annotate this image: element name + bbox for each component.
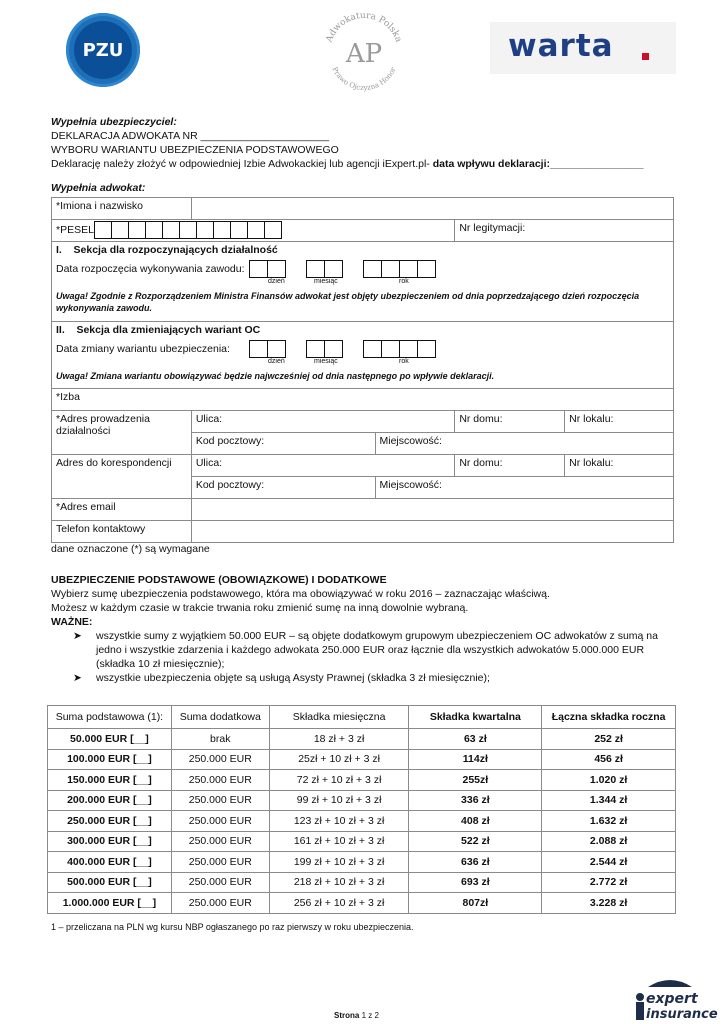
corr-house-field[interactable]	[455, 455, 565, 477]
house-label: Nr domu:	[459, 457, 503, 469]
names-field[interactable]	[191, 198, 673, 220]
col-header-extra-sum: Suma dodatkowa	[171, 706, 269, 729]
premium-row	[48, 852, 676, 873]
date-digit-box[interactable]	[381, 260, 400, 278]
date-digit-box[interactable]	[324, 340, 343, 358]
premium-header-row	[48, 706, 676, 729]
corr-postcode-field[interactable]	[191, 477, 375, 499]
id-number-label: Nr legitymacji:	[459, 222, 526, 234]
extra-sum-cell: 250.000 EUR	[171, 811, 269, 832]
col-header-quarterly: Składka kwartalna	[409, 706, 542, 729]
pesel-digit-box[interactable]	[213, 221, 231, 239]
quarterly-cell: 63 zł	[409, 729, 542, 750]
date-digit-box[interactable]	[363, 340, 382, 358]
page-number	[334, 1011, 379, 1020]
yearly-cell: 1.632 zł	[542, 811, 676, 832]
date-digit-box[interactable]	[399, 340, 418, 358]
date-digit-box[interactable]	[306, 340, 325, 358]
monthly-cell: 256 zł + 10 zł + 3 zł	[269, 893, 409, 914]
declaration-number: DEKLARACJA ADWOKATA NR ______________________	[51, 130, 330, 142]
col-header-basic-sum: Suma podstawowa (1):	[48, 706, 172, 729]
svg-text:Prawo Ojczyzna Honor: Prawo Ojczyzna Honor	[330, 65, 398, 93]
date-digit-box[interactable]	[417, 260, 436, 278]
basic-sum-cell[interactable]: 300.000 EUR [__]	[48, 831, 172, 852]
insurance-info	[51, 573, 681, 685]
bullet-1-text: wszystkie sumy z wyjątkiem 50.000 EUR – są objęte dodatkowym grupowym ubezpieczeniem OC adwokatów z sumą na jedno i wszystkie zdarzenia i każdego adwokata 250.000 EUR oraz łącznie dla wszystkich adwokatów 5.000.000 EUR (składka 10 zł miesięcznie);	[96, 630, 658, 670]
basic-sum-cell[interactable]: 200.000 EUR [__]	[48, 790, 172, 811]
corr-city-field[interactable]	[375, 477, 673, 499]
section1-title-text: Sekcja dla rozpoczynających działalność	[73, 244, 278, 256]
yearly-cell: 1.344 zł	[542, 790, 676, 811]
yearly-cell: 2.088 zł	[542, 831, 676, 852]
basic-sum-cell[interactable]: 250.000 EUR [__]	[48, 811, 172, 832]
insurance-line1: Wybierz sumę ubezpieczenia podstawowego, która ma obowiązywać w roku 2016 – zaznaczając właściwą.	[51, 588, 550, 600]
pesel-digit-box[interactable]	[111, 221, 129, 239]
quarterly-cell: 255zł	[409, 770, 542, 791]
start-year-boxes[interactable]	[363, 263, 435, 275]
street-label: Ulica:	[195, 413, 223, 425]
monthly-cell: 123 zł + 10 zł + 3 zł	[269, 811, 409, 832]
start-warning: Uwaga! Zgodnie z Rozporządzeniem Ministra Finansów adwokat jest objęty ubezpieczeniem od dnia poprzedzającego dzień rozpoczęcia wykonywania zawodu.	[56, 291, 640, 313]
section2-cell	[52, 322, 674, 389]
quarterly-cell: 807zł	[409, 893, 542, 914]
quarterly-cell: 693 zł	[409, 872, 542, 893]
monthly-cell: 199 zł + 10 zł + 3 zł	[269, 852, 409, 873]
monthly-cell: 18 zł + 3 zł	[269, 729, 409, 750]
yearly-cell: 252 zł	[542, 729, 676, 750]
premium-row	[48, 811, 676, 832]
monthly-cell: 72 zł + 10 zł + 3 zł	[269, 770, 409, 791]
section2-title-text: Sekcja dla zmieniających wariant OC	[76, 324, 261, 336]
change-month-label: miesiąc	[314, 358, 338, 365]
corr-street-field[interactable]	[191, 455, 454, 477]
yearly-cell: 2.544 zł	[542, 852, 676, 873]
monthly-cell: 161 zł + 10 zł + 3 zł	[269, 831, 409, 852]
section1-row	[52, 242, 674, 322]
basic-sum-cell[interactable]: 100.000 EUR [__]	[48, 749, 172, 770]
date-digit-box[interactable]	[306, 260, 325, 278]
date-digit-box[interactable]	[417, 340, 436, 358]
city-label: Miejscowość:	[379, 479, 442, 491]
street-label: Ulica:	[195, 457, 223, 469]
yearly-cell: 3.228 zł	[542, 893, 676, 914]
basic-sum-cell[interactable]: 150.000 EUR [__]	[48, 770, 172, 791]
pzu-logo-text: PZU	[82, 39, 124, 61]
change-warning: Uwaga! Zmiana wariantu obowiązywać będzie najwcześniej od dnia następnego po wpływie deklaracji.	[56, 371, 495, 381]
section2-title	[56, 324, 669, 336]
extra-sum-cell: 250.000 EUR	[171, 872, 269, 893]
phone-label: Telefon kontaktowy	[52, 521, 192, 543]
business-city-field[interactable]	[375, 433, 673, 455]
section1-title	[56, 244, 669, 256]
pesel-digit-box[interactable]	[128, 221, 146, 239]
section2-number: II.	[56, 324, 65, 336]
quarterly-cell: 636 zł	[409, 852, 542, 873]
date-digit-box[interactable]	[381, 340, 400, 358]
date-digit-box[interactable]	[249, 340, 268, 358]
monthly-cell: 99 zł + 10 zł + 3 zł	[269, 790, 409, 811]
submit-text: Deklarację należy złożyć w odpowiedniej Izbie Adwokackiej lub agencji iExpert.pl-	[51, 158, 433, 170]
postcode-label: Kod pocztowy:	[195, 435, 265, 447]
pesel-digit-box[interactable]	[230, 221, 248, 239]
email-label: *Adres email	[52, 499, 192, 521]
variant-choice-title: WYBORU WARIANTU UBEZPIECZENIA PODSTAWOWEGO	[51, 144, 339, 156]
page-label: Strona	[334, 1011, 360, 1020]
start-year-label: rok	[399, 278, 409, 285]
page-count: 1 z 2	[361, 1011, 379, 1020]
names-row	[52, 198, 674, 220]
change-year-boxes[interactable]	[363, 343, 435, 355]
premium-body	[48, 729, 676, 914]
adwokatura-logo	[318, 6, 410, 98]
bullet-1	[51, 629, 676, 671]
business-postcode-field[interactable]	[191, 433, 375, 455]
correspondence-label: Adres do korespondencji	[52, 455, 192, 499]
pesel-digit-box[interactable]	[162, 221, 180, 239]
pesel-boxes[interactable]	[94, 224, 281, 236]
start-day-boxes[interactable]	[249, 263, 285, 275]
start-date-label: Data rozpoczęcia wykonywania zawodu:	[56, 262, 245, 275]
section1-number: I.	[56, 244, 62, 256]
insurance-line2: Możesz w każdym czasie w trakcie trwania roku zmienić sumę na inną dowolnie wybraną.	[51, 602, 469, 614]
warta-logo	[490, 22, 676, 74]
pesel-cell	[52, 220, 455, 242]
pzu-logo	[66, 13, 140, 87]
chamber-row	[52, 389, 674, 411]
monthly-cell: 25zł + 10 zł + 3 zł	[269, 749, 409, 770]
date-digit-box[interactable]	[267, 260, 286, 278]
business-street-field[interactable]	[191, 411, 454, 433]
phone-row	[52, 521, 674, 543]
extra-sum-cell: 250.000 EUR	[171, 770, 269, 791]
col-header-monthly: Składka miesięczna	[269, 706, 409, 729]
pesel-row	[52, 220, 674, 242]
premium-row	[48, 831, 676, 852]
extra-sum-cell: brak	[171, 729, 269, 750]
change-day-label: dzień	[268, 358, 285, 365]
basic-sum-cell[interactable]: 1.000.000 EUR [__]	[48, 893, 172, 914]
quarterly-cell: 408 zł	[409, 811, 542, 832]
change-month-boxes[interactable]	[306, 343, 342, 355]
date-digit-box[interactable]	[267, 340, 286, 358]
premium-footnote: 1 – przeliczana na PLN wg kursu NBP ogłaszanego po raz pierwszy w roku ubezpieczenia.	[51, 922, 414, 932]
pesel-label: *PESEL	[56, 223, 94, 236]
premium-row	[48, 872, 676, 893]
yearly-cell: 2.772 zł	[542, 872, 676, 893]
monthly-cell: 218 zł + 10 zł + 3 zł	[269, 872, 409, 893]
correspondence-row1	[52, 455, 674, 477]
change-day-boxes[interactable]	[249, 343, 285, 355]
premium-table	[47, 705, 676, 914]
start-month-label: miesiąc	[314, 278, 338, 285]
corr-flat-field[interactable]	[565, 455, 674, 477]
premium-row	[48, 770, 676, 791]
business-house-field[interactable]	[455, 411, 565, 433]
lawyer-form-table	[51, 197, 674, 543]
arrow-bullet-icon: ➤	[73, 630, 82, 642]
flat-label: Nr lokalu:	[569, 457, 614, 469]
postcode-label: Kod pocztowy:	[195, 479, 265, 491]
house-label: Nr domu:	[459, 413, 503, 425]
change-date-label: Data zmiany wariantu ubezpieczenia:	[56, 342, 230, 355]
important-label: WAŻNE:	[51, 616, 93, 628]
change-year-label: rok	[399, 358, 409, 365]
filled-by-insurer: Wypełnia ubezpieczyciel:	[51, 116, 177, 128]
quarterly-cell: 336 zł	[409, 790, 542, 811]
section2-row	[52, 322, 674, 389]
arrow-bullet-icon: ➤	[73, 672, 82, 684]
email-row	[52, 499, 674, 521]
chamber-field[interactable]	[52, 389, 674, 411]
svg-text:Adwokatura Polska: Adwokatura Polska	[324, 10, 404, 44]
city-label: Miejscowość:	[379, 435, 442, 447]
header-block	[51, 115, 681, 171]
warta-logo-text: warta	[508, 28, 614, 64]
date-digit-box[interactable]	[399, 260, 418, 278]
bullet-2	[51, 671, 676, 685]
bullet-2-text: wszystkie ubezpieczenia objęte są usługą Asysty Prawnej (składka 3 zł miesięcznie);	[96, 672, 490, 684]
date-digit-box[interactable]	[363, 260, 382, 278]
insurance-title: UBEZPIECZENIE PODSTAWOWE (OBOWIĄZKOWE) I DODATKOWE	[51, 574, 387, 586]
col-header-yearly: Łączna składka roczna	[542, 706, 676, 729]
yearly-cell: 456 zł	[542, 749, 676, 770]
pesel-digit-box[interactable]	[247, 221, 265, 239]
business-address-label: *Adres prowadzenia działalności	[52, 411, 192, 455]
quarterly-cell: 114zł	[409, 749, 542, 770]
chamber-label: *Izba	[56, 391, 80, 403]
extra-sum-cell: 250.000 EUR	[171, 749, 269, 770]
email-field[interactable]	[191, 499, 673, 521]
date-digit-box[interactable]	[324, 260, 343, 278]
business-address-row1	[52, 411, 674, 433]
svg-text:expert: expert	[646, 991, 698, 1007]
submit-info	[51, 157, 681, 171]
section1-cell	[52, 242, 674, 322]
quarterly-cell: 522 zł	[409, 831, 542, 852]
start-date-row	[56, 260, 669, 278]
pesel-digit-box[interactable]	[145, 221, 163, 239]
basic-sum-cell[interactable]: 400.000 EUR [__]	[48, 852, 172, 873]
filled-by-lawyer: Wypełnia adwokat:	[51, 182, 146, 194]
premium-row	[48, 893, 676, 914]
yearly-cell: 1.020 zł	[542, 770, 676, 791]
submit-date-label: data wpływu deklaracji:________________	[432, 158, 644, 170]
date-digit-box[interactable]	[249, 260, 268, 278]
warta-logo-dot	[642, 53, 649, 60]
pesel-digit-box[interactable]	[94, 221, 112, 239]
premium-row	[48, 729, 676, 750]
extra-sum-cell: 250.000 EUR	[171, 893, 269, 914]
extra-sum-cell: 250.000 EUR	[171, 831, 269, 852]
business-flat-field[interactable]	[565, 411, 674, 433]
premium-row	[48, 749, 676, 770]
basic-sum-cell[interactable]: 50.000 EUR [__]	[48, 729, 172, 750]
names-label: *Imiona i nazwisko	[52, 198, 192, 220]
pesel-digit-box[interactable]	[264, 221, 282, 239]
change-date-row	[56, 340, 669, 358]
svg-text:AP: AP	[345, 39, 383, 69]
start-month-boxes[interactable]	[306, 263, 342, 275]
start-day-label: dzień	[268, 278, 285, 285]
pesel-digit-box[interactable]	[196, 221, 214, 239]
phone-field[interactable]	[191, 521, 673, 543]
extra-sum-cell: 250.000 EUR	[171, 852, 269, 873]
premium-row	[48, 790, 676, 811]
expert-insurance-logo	[630, 975, 718, 1023]
required-note: dane oznaczone (*) są wymagane	[51, 543, 210, 555]
basic-sum-cell[interactable]: 500.000 EUR [__]	[48, 872, 172, 893]
flat-label: Nr lokalu:	[569, 413, 614, 425]
id-number-field[interactable]	[455, 220, 674, 242]
extra-sum-cell: 250.000 EUR	[171, 790, 269, 811]
svg-text:insurance: insurance	[646, 1007, 718, 1022]
pesel-digit-box[interactable]	[179, 221, 197, 239]
